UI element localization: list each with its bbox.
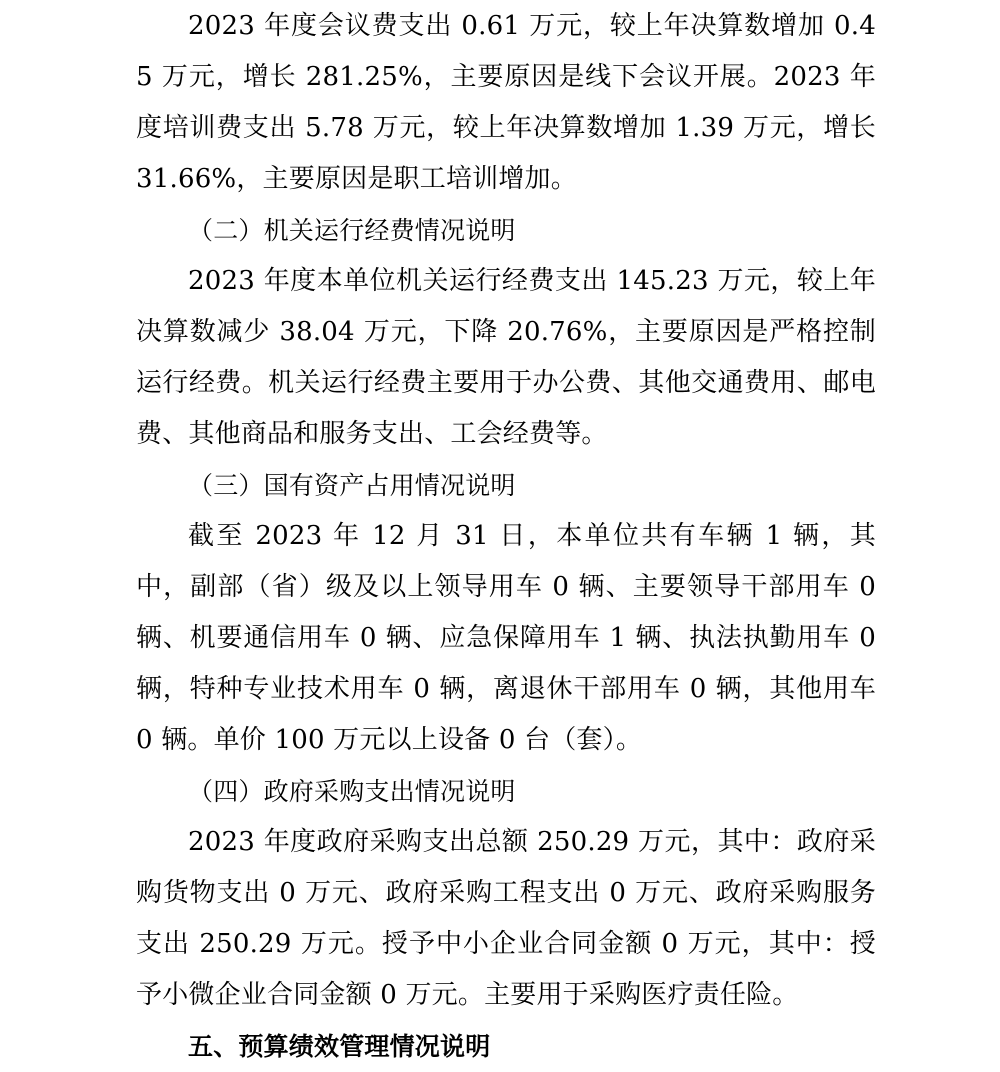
paragraph-state-assets: 截至 2023 年 12 月 31 日，本单位共有车辆 1 辆，其中，副部（省）级及以上领导用车 0 辆、主要领导干部用车 0 辆、机要通信用车 0 辆、应急保障用车 1 辆、执法执勤用车 0 辆，特种专业技术用车 0 辆，离退休干部用车 0 辆，其他用车 0 辆。单价 100 万元以上设备 0 台（套）。 <box>136 521 876 755</box>
document-page <box>136 0 876 1072</box>
section-title-performance-management: 五、预算绩效管理情况说明 <box>188 1032 491 1061</box>
paragraph-government-procurement: 2023 年度政府采购支出总额 250.29 万元，其中：政府采购货物支出 0 万元、政府采购工程支出 0 万元、政府采购服务支出 250.29 万元。授予中小企业合同金额 0 万元，其中：授予小微企业合同金额 0 万元。主要用于采购医疗责任险。 <box>136 827 876 1010</box>
paragraph-meeting-training-expense: 2023 年度会议费支出 0.61 万元，较上年决算数增加 0.45 万元，增长 281.25%，主要原因是线下会议开展。2023 年度培训费支出 5.78 万元，较上年决算数增加 1.39 万元，增长 31.66%，主要原因是职工培训增加。 <box>136 11 876 194</box>
heading-government-procurement: （四）政府采购支出情况说明 <box>188 777 516 806</box>
paragraph-operating-expense: 2023 年度本单位机关运行经费支出 145.23 万元，较上年决算数减少 38.04 万元，下降 20.76%，主要原因是严格控制运行经费。机关运行经费主要用于办公费、其他交通费用、邮电费、其他商品和服务支出、工会经费等。 <box>136 266 876 449</box>
heading-operating-expense: （二）机关运行经费情况说明 <box>188 216 516 245</box>
heading-state-assets: （三）国有资产占用情况说明 <box>188 471 516 500</box>
